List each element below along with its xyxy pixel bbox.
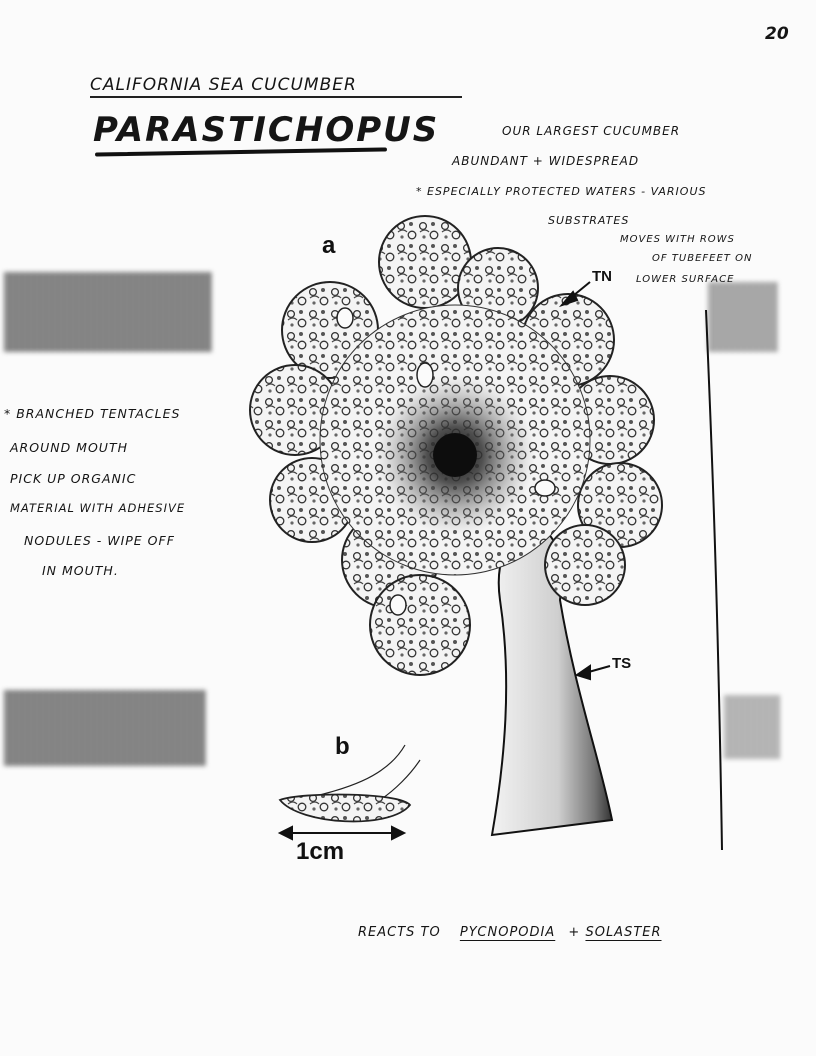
genus-heading: PARASTICHOPUS	[93, 110, 440, 150]
label-ts: TS	[612, 655, 632, 672]
page-number: 20	[765, 24, 789, 44]
note-branched-tentacles: * BRANCHED TENTACLES	[4, 406, 181, 421]
common-name-heading: CALIFORNIA SEA CUCUMBER	[90, 75, 357, 95]
note-protected-waters: * ESPECIALLY PROTECTED WATERS - VARIOUS	[416, 185, 707, 198]
note-plus: +	[568, 925, 581, 940]
tentacle-detail-b	[280, 745, 420, 821]
predator-pycnopodia: PYCNOPODIA	[459, 925, 556, 940]
figure-label-a: a	[322, 232, 336, 259]
note-reacts-to: REACTS TO	[358, 925, 441, 940]
scale-label: 1cm	[296, 838, 345, 865]
note-moves-3: LOWER SURFACE	[636, 274, 735, 285]
note-adhesive: MATERIAL WITH ADHESIVE	[10, 501, 186, 515]
ts-arrow	[577, 666, 610, 679]
bottom-note	[358, 925, 662, 940]
note-moves-1: MOVES WITH ROWS	[620, 234, 735, 245]
predator-solaster: SOLASTER	[585, 925, 662, 940]
label-tn: TN	[592, 268, 612, 285]
note-largest: OUR LARGEST CUCUMBER	[502, 124, 681, 138]
note-moves-2: OF TUBEFEET ON	[652, 253, 753, 264]
note-around-mouth: AROUND MOUTH	[10, 440, 128, 455]
note-abundant: ABUNDANT + WIDESPREAD	[452, 154, 640, 168]
note-in-mouth: IN MOUTH.	[42, 563, 119, 578]
margin-line	[706, 310, 722, 850]
note-substrates: SUBSTRATES	[548, 214, 630, 227]
note-nodules: NODULES - WIPE OFF	[24, 533, 175, 548]
figure-label-b: b	[335, 733, 350, 760]
note-pick-up-organic: PICK UP ORGANIC	[10, 471, 137, 486]
